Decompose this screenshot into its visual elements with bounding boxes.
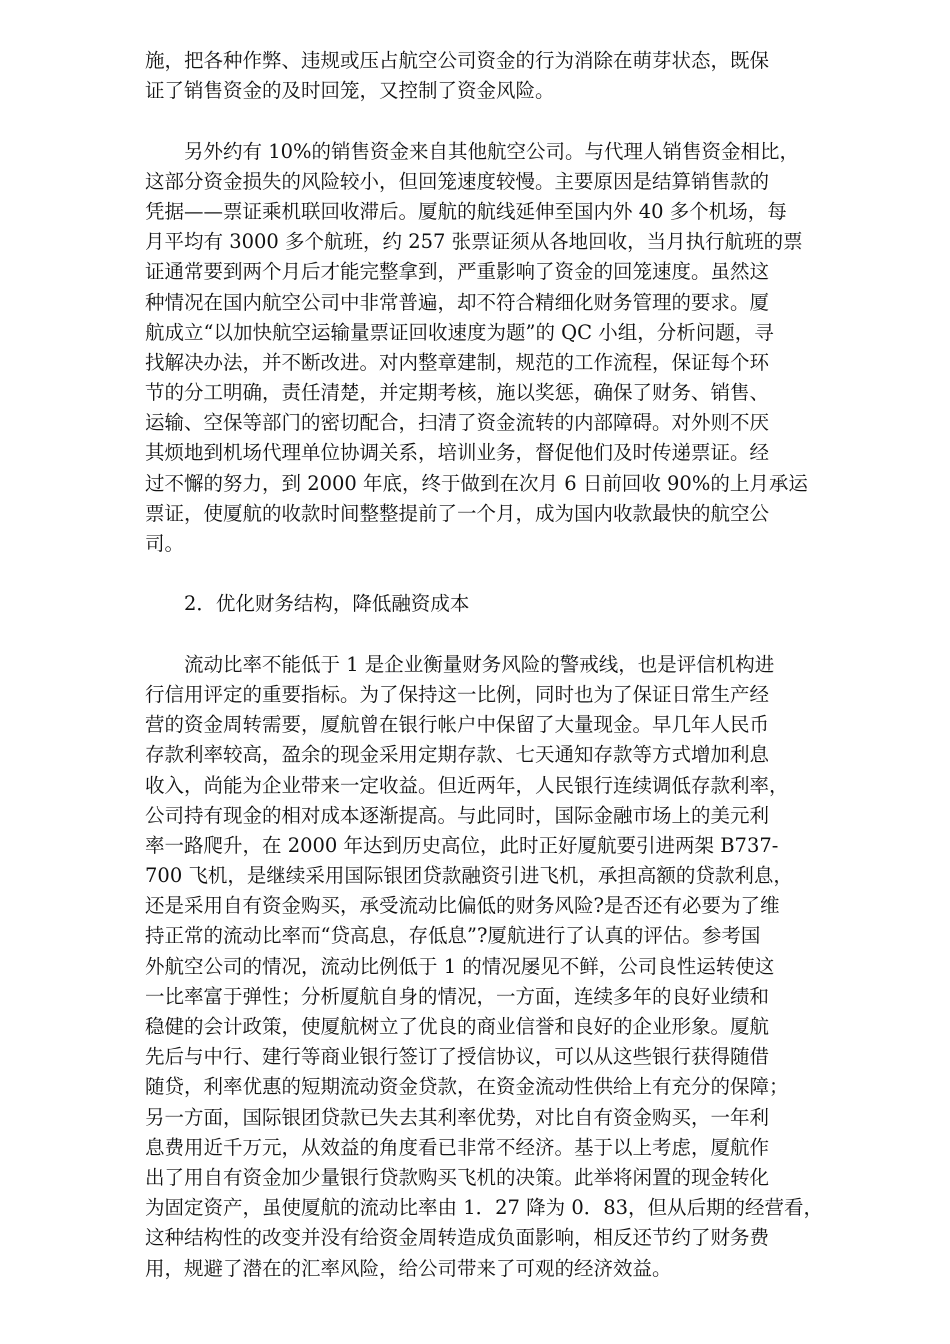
- section-heading: 2．优化财务结构，降低融资成本: [145, 592, 470, 616]
- text-line: 种情况在国内航空公司中非常普遍，却不符合精细化财务管理的要求。厦: [145, 290, 770, 314]
- text-line: 这部分资金损失的风险较小，但回笼速度较慢。主要原因是结算销售款的: [145, 169, 770, 193]
- text-line: 过不懈的努力，到 2000 年底，终于做到在次月 6 日前回收 90%的上月承运: [145, 471, 808, 495]
- text-line: 这种结构性的改变并没有给资金周转造成负面影响，相反还节约了财务费: [145, 1226, 770, 1250]
- text-line: 营的资金周转需要，厦航曾在银行帐户中保留了大量现金。早几年人民币: [145, 713, 770, 737]
- paragraph-spacer: [145, 106, 885, 136]
- document-page: [145, 46, 885, 1284]
- text-line: 节的分工明确，责任清楚，并定期考核，施以奖惩，确保了财务、销售、: [145, 381, 770, 405]
- paragraph-1: [145, 46, 885, 106]
- text-line: 息费用近千万元，从效益的角度看已非常不经济。基于以上考虑，厦航作: [145, 1135, 770, 1159]
- text-line: 收入，尚能为企业带来一定收益。但近两年，人民银行连续调低存款利率，: [145, 773, 789, 797]
- text-line: 出了用自有资金加少量银行贷款购买飞机的决策。此举将闲置的现金转化: [145, 1165, 770, 1189]
- text-line: 证了销售资金的及时回笼，又控制了资金风险。: [145, 79, 555, 103]
- text-line: 用，规避了潜在的汇率风险，给公司带来了可观的经济效益。: [145, 1256, 672, 1280]
- text-line: 持正常的流动比率而“贷高息，存低息”?厦航进行了认真的评估。参考国: [145, 924, 761, 948]
- text-line: 先后与中行、建行等商业银行签订了授信协议，可以从这些银行获得随借: [145, 1045, 770, 1069]
- text-line: 司。: [145, 532, 185, 555]
- text-line: 随贷，利率优惠的短期流动资金贷款，在资金流动性供给上有充分的保障；: [145, 1075, 789, 1099]
- paragraph-3: [145, 650, 885, 1284]
- text-line: 为固定资产，虽使厦航的流动比率由 1．27 降为 0．83，但从后期的经营看，: [145, 1196, 824, 1220]
- text-line: 票证，使厦航的收款时间整整提前了一个月，成为国内收款最快的航空公: [145, 501, 770, 525]
- text-line: 月平均有 3000 多个航班，约 257 张票证须从各地回收，当月执行航班的票: [145, 230, 803, 254]
- text-line: 其烦地到机场代理单位协调关系，培训业务，督促他们及时传递票证。经: [145, 441, 770, 465]
- text-line: 一比率富于弹性；分析厦航自身的情况，一方面，连续多年的良好业绩和: [145, 984, 770, 1008]
- text-line: 流动比率不能低于 1 是企业衡量财务风险的警戒线，也是评信机构进: [145, 652, 775, 676]
- text-line: 证通常要到两个月后才能完整拿到，严重影响了资金的回笼速度。虽然这: [145, 260, 770, 284]
- text-line: 运输、空保等部门的密切配合，扫清了资金流转的内部障碍。对外则不厌: [145, 411, 770, 435]
- paragraph-spacer: [145, 620, 885, 650]
- text-line: 还是采用自有资金购买，承受流动比偏低的财务风险?是否还有必要为了维: [145, 894, 780, 918]
- paragraph-spacer: [145, 559, 885, 589]
- text-line: 外航空公司的情况，流动比例低于 1 的情况屡见不鲜，公司良性运转使这: [145, 954, 775, 978]
- text-line: 行信用评定的重要指标。为了保持这一比例，同时也为了保证日常生产经: [145, 682, 770, 706]
- text-line: 稳健的会计政策，使厦航树立了优良的商业信誉和良好的企业形象。厦航: [145, 1015, 770, 1038]
- paragraph-2: [145, 137, 885, 560]
- text-line: 率一路爬升，在 2000 年达到历史高位，此时正好厦航要引进两架 B737-: [145, 833, 779, 857]
- text-line: 另一方面，国际银团贷款已失去其利率优势，对比自有资金购买，一年利: [145, 1105, 770, 1129]
- text-line: 另外约有 10%的销售资金来自其他航空公司。与代理人销售资金相比，: [145, 139, 800, 163]
- text-line: 公司持有现金的相对成本逐渐提高。与此同时，国际金融市场上的美元利: [145, 803, 770, 827]
- text-line: 凭据——票证乘机联回收滞后。厦航的航线延伸至国内外 40 多个机场，每: [145, 199, 787, 223]
- text-line: 700 飞机，是继续采用国际银团贷款融资引进飞机，承担高额的贷款利息，: [145, 864, 793, 888]
- text-line: 施，把各种作弊、违规或压占航空公司资金的行为消除在萌芽状态，既保: [145, 49, 770, 72]
- text-line: 存款利率较高，盈余的现金采用定期存款、七天通知存款等方式增加利息: [145, 743, 770, 767]
- text-line: 找解决办法，并不断改进。对内整章建制，规范的工作流程，保证每个环: [145, 350, 770, 374]
- text-line: 航成立“以加快航空运输量票证回收速度为题”的 QC 小组，分析问题，寻: [145, 320, 774, 344]
